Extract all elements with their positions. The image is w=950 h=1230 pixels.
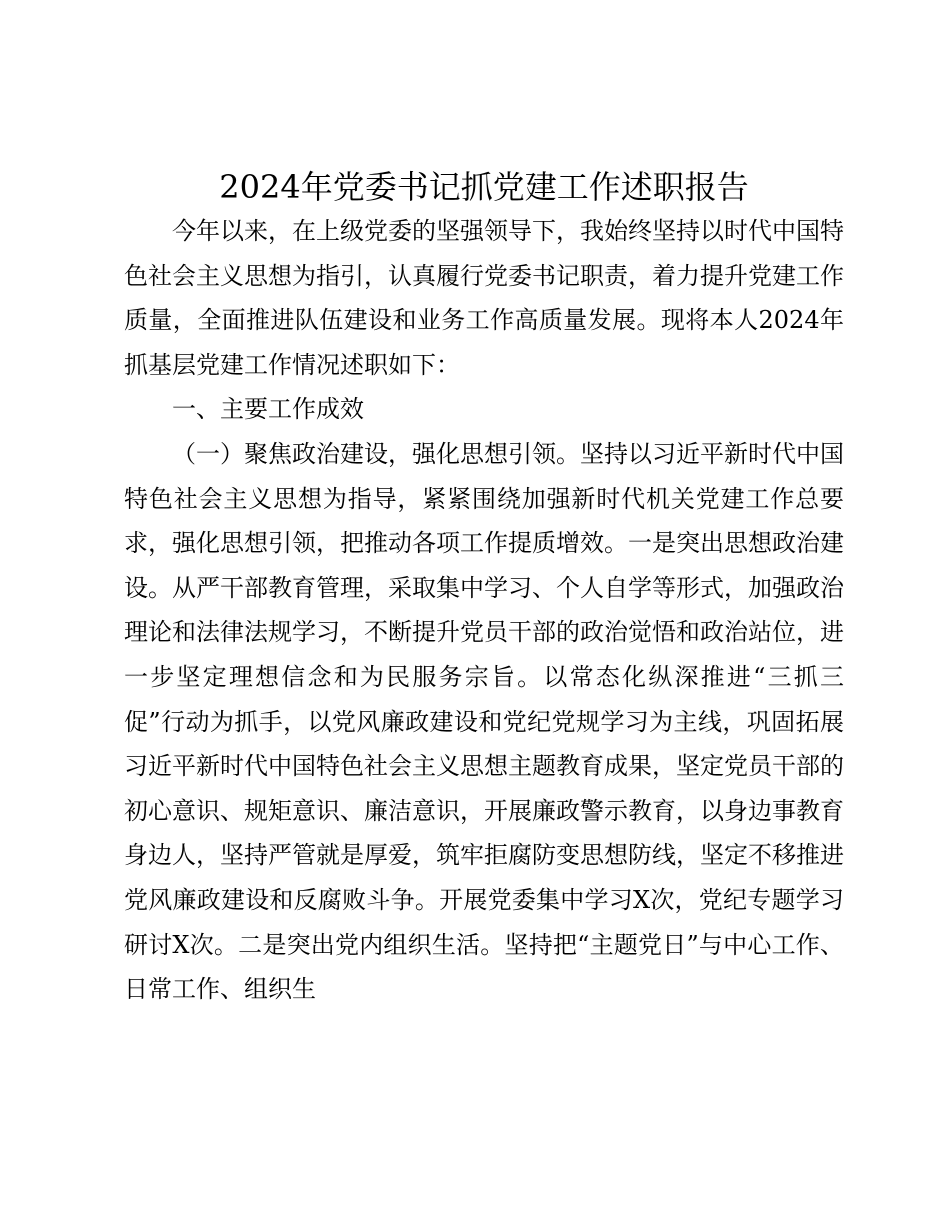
document-title: 2024年党委书记抓党建工作述职报告 bbox=[219, 168, 749, 206]
section-heading: 一、主要工作成效 bbox=[172, 395, 364, 424]
intro-paragraph: 今年以来，在上级党委的坚强领导下，我始终坚持以时代中国特色社会主义思想为指引，认真履行党委书记职责，着力提升党建工作质量，全面推进队伍建设和业务工作高质量发展。现将本人2024年抓基层党建工作情况述职如下： bbox=[124, 217, 844, 379]
document-body bbox=[124, 165, 844, 1012]
body-paragraph: （一）聚焦政治建设，强化思想引领。坚持以习近平新时代中国特色社会主义思想为指导，紧紧围绕加强新时代机关党建工作总要求，强化思想引领，把推动各项工作提质增效。一是突出思想政治建设。从严干部教育管理，采取集中学习、个人自学等形式，加强政治理论和法律法规学习，不断提升党员干部的政治觉悟和政治站位，进一步坚定理想信念和为民服务宗旨。以常态化纵深推进“三抓三促”行动为抓手，以党风廉政建设和党纪党规学习为主线，巩固拓展习近平新时代中国特色社会主义思想主题教育成果，坚定党员干部的初心意识、规矩意识、廉洁意识，开展廉政警示教育，以身边事教育身边人，坚持严管就是厚爱，筑牢拒腐防变思想防线，坚定不移推进党风廉政建设和反腐败斗争。开展党委集中学习X次，党纪专题学习研讨X次。二是突出党内组织生活。坚持把“主题党日”与中心工作、日常工作、组织生 bbox=[124, 439, 844, 1004]
